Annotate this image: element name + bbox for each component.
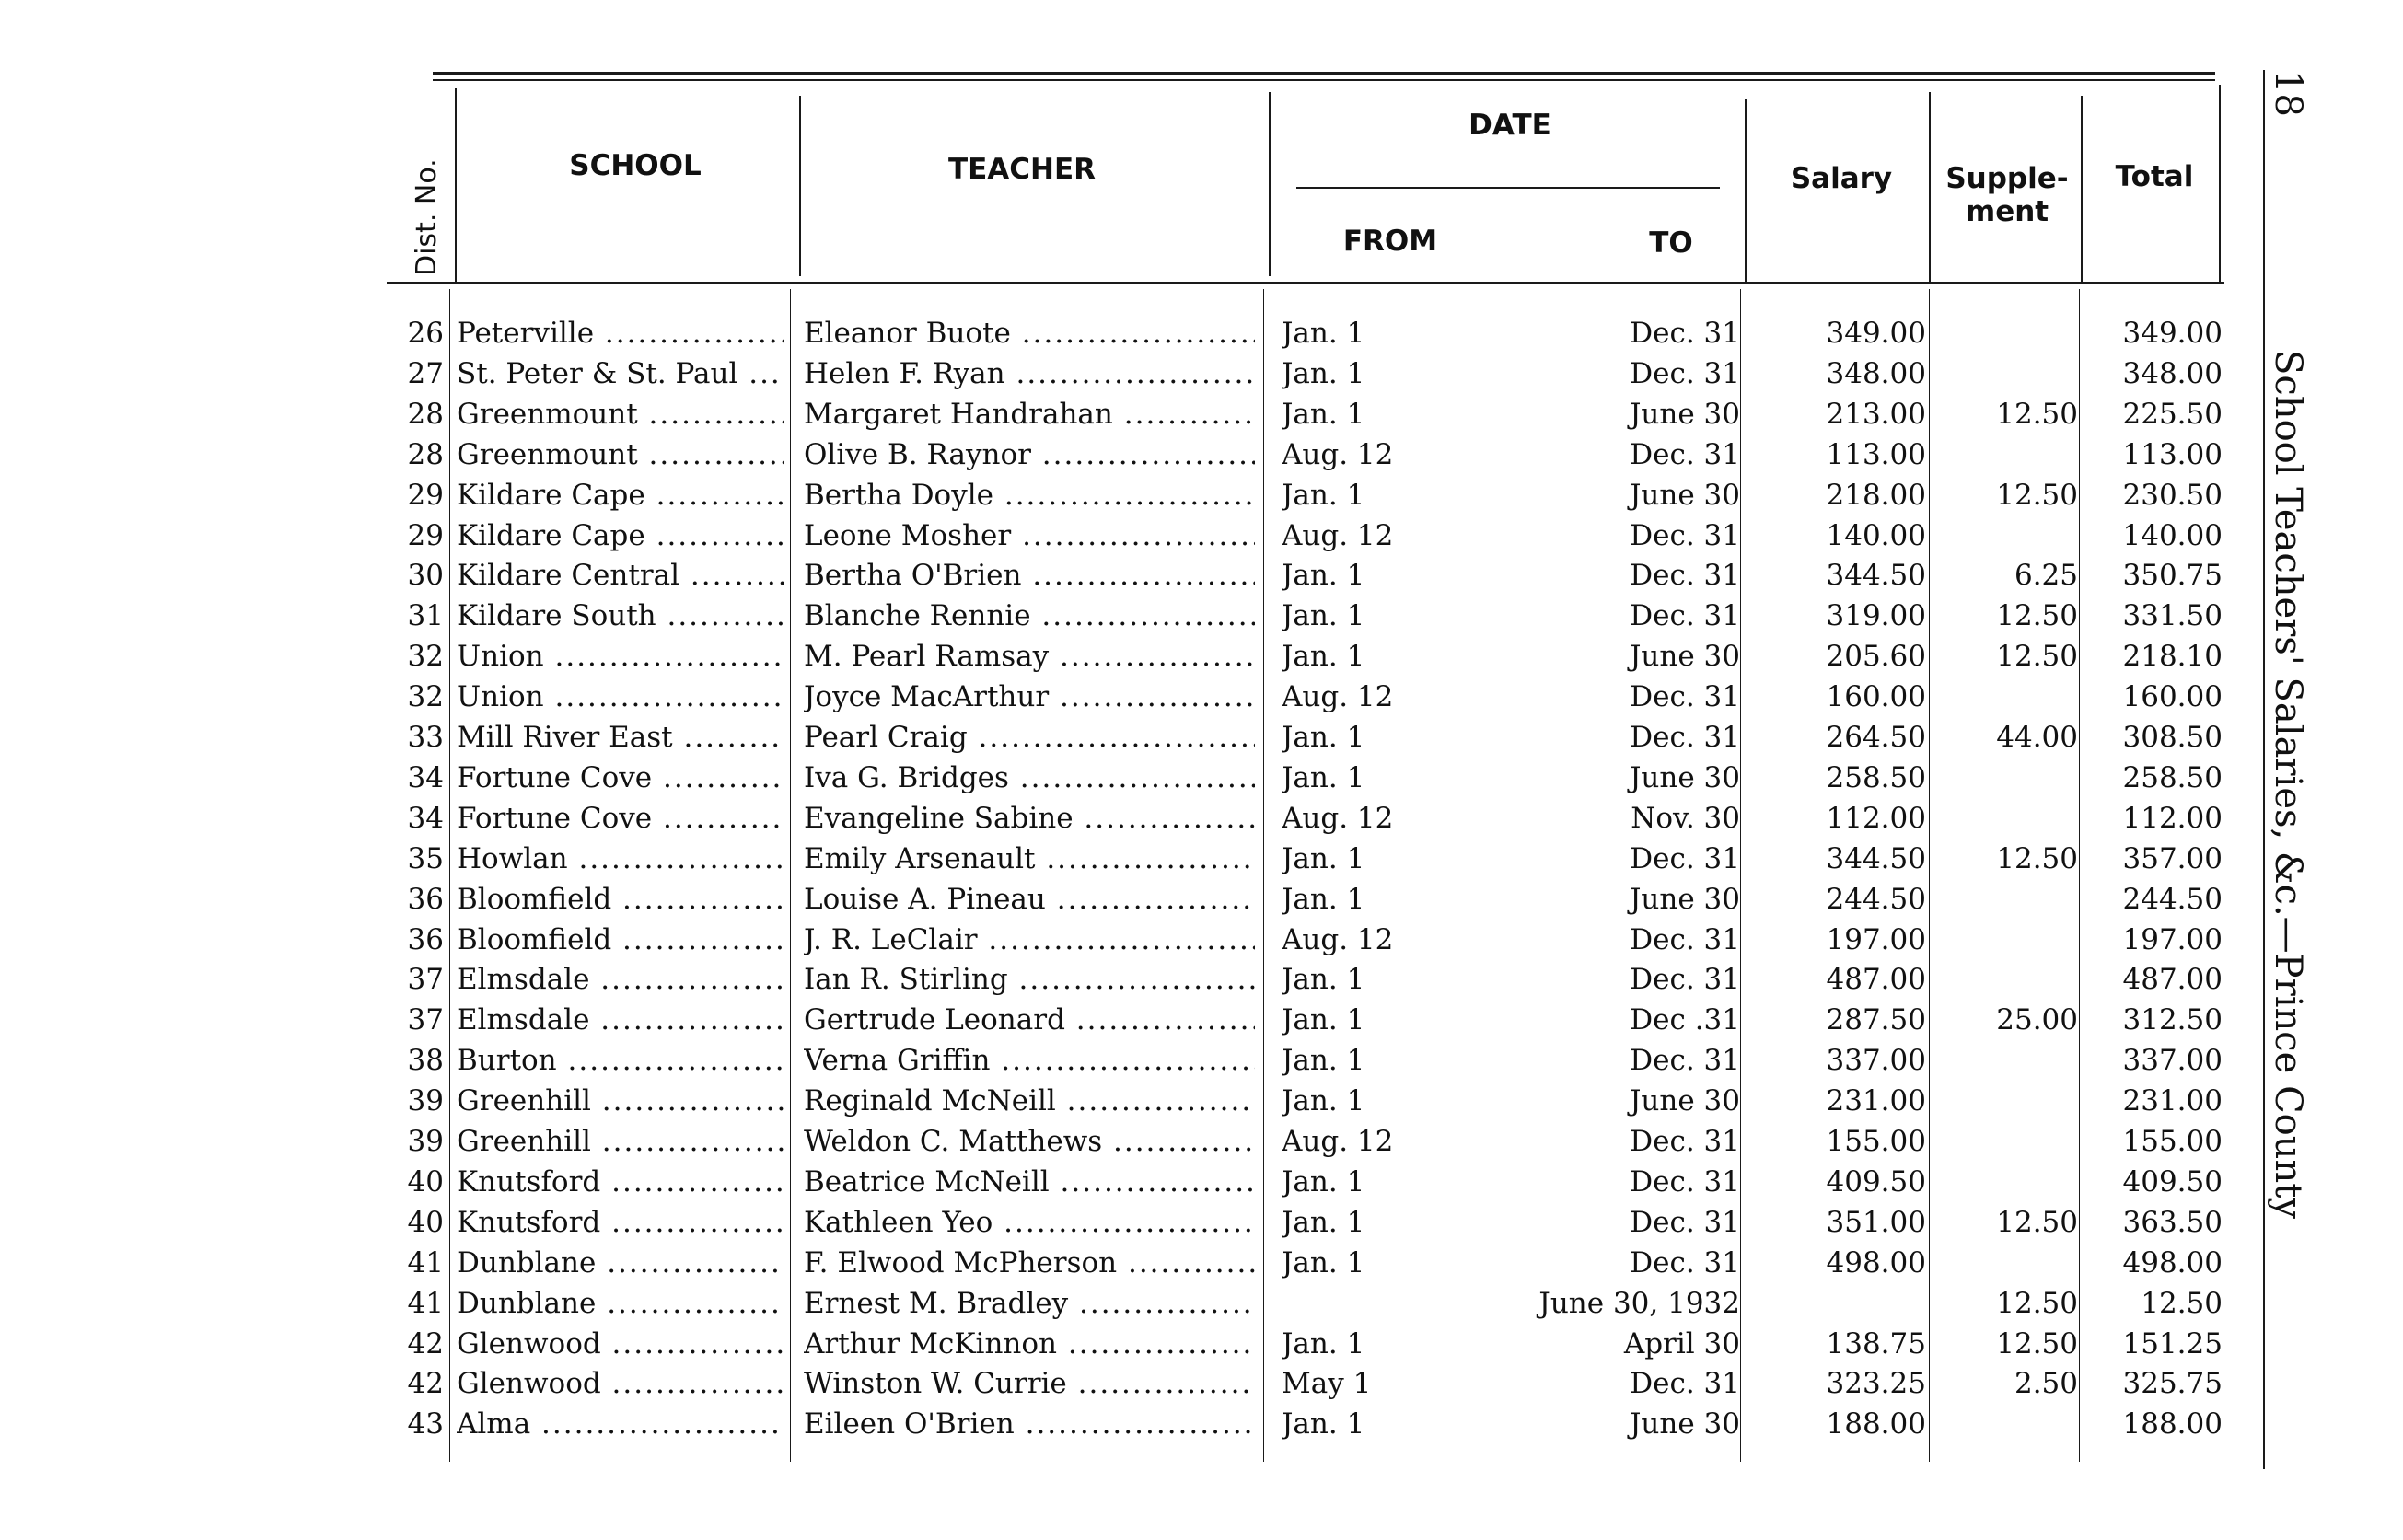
teacher-name: Arthur McKinnon ..... bbox=[804, 1324, 1255, 1364]
salary-amount: 498.00 bbox=[1826, 1245, 1926, 1279]
date-to: Dec. 31 bbox=[1630, 599, 1740, 633]
teacher-name: Weldon C. Matthews ..... bbox=[804, 1121, 1255, 1162]
date-from: Jan. 1 bbox=[1282, 1407, 1365, 1442]
salary-amount: 351.00 bbox=[1826, 1205, 1926, 1239]
school-name: Fortune Cove ..... bbox=[457, 758, 784, 798]
date-to: Dec. 31 bbox=[1630, 518, 1740, 552]
salary-amount: 113.00 bbox=[1826, 437, 1926, 471]
table-row bbox=[0, 717, 2256, 758]
date-from: Jan. 1 bbox=[1282, 1044, 1365, 1078]
dist-number: 38 bbox=[407, 1044, 444, 1078]
date-to: Dec. 31 bbox=[1630, 1164, 1740, 1198]
date-from: Jan. 1 bbox=[1282, 1205, 1365, 1239]
table-row bbox=[0, 1040, 2256, 1081]
dist-number: 29 bbox=[407, 478, 444, 512]
table-row bbox=[0, 1121, 2256, 1162]
table-row bbox=[0, 1283, 2256, 1324]
salary-amount: 140.00 bbox=[1826, 518, 1926, 552]
school-name: Greenhill ..... bbox=[457, 1121, 784, 1162]
table-row bbox=[0, 1404, 2256, 1444]
date-from: Aug. 12 bbox=[1282, 801, 1394, 835]
total-amount: 197.00 bbox=[2122, 922, 2223, 956]
table-row bbox=[0, 1081, 2256, 1121]
dist-number: 32 bbox=[407, 680, 444, 714]
total-amount: 363.50 bbox=[2122, 1205, 2223, 1239]
date-from: Jan. 1 bbox=[1282, 478, 1365, 512]
supplement-amount: 12.50 bbox=[1996, 1205, 2078, 1239]
hdr-vline-2 bbox=[799, 96, 801, 276]
teacher-name: Bertha O'Brien ..... bbox=[804, 555, 1255, 596]
dist-number: 28 bbox=[407, 397, 444, 431]
date-from: Aug. 12 bbox=[1282, 680, 1394, 714]
supplement-amount: 12.50 bbox=[1996, 1286, 2078, 1320]
hdr-vline-7 bbox=[2219, 85, 2221, 282]
total-amount: 350.75 bbox=[2122, 559, 2223, 593]
total-amount: 113.00 bbox=[2122, 437, 2223, 471]
dist-number: 39 bbox=[407, 1125, 444, 1158]
teacher-name: Evangeline Sabine ..... bbox=[804, 798, 1255, 839]
table-row bbox=[0, 353, 2256, 394]
salary-amount: 112.00 bbox=[1826, 801, 1926, 835]
date-to: Dec. 31 bbox=[1630, 1245, 1740, 1279]
date-from: Aug. 12 bbox=[1282, 437, 1394, 471]
date-from: Jan. 1 bbox=[1282, 397, 1365, 431]
date-to: Dec. 31 bbox=[1630, 559, 1740, 593]
date-from: Jan. 1 bbox=[1282, 599, 1365, 633]
dist-number: 32 bbox=[407, 640, 444, 674]
date-to: June 30 bbox=[1629, 760, 1740, 794]
total-amount: 348.00 bbox=[2122, 356, 2223, 390]
table-row bbox=[0, 394, 2256, 434]
dist-number: 36 bbox=[407, 922, 444, 956]
total-amount: 349.00 bbox=[2122, 317, 2223, 350]
table-row bbox=[0, 1000, 2256, 1040]
school-name: St. Peter & St. Paul ..... bbox=[457, 353, 784, 394]
teacher-name: M. Pearl Ramsay ..... bbox=[804, 636, 1255, 677]
date-to: Dec. 31 bbox=[1630, 721, 1740, 754]
table-row bbox=[0, 434, 2256, 475]
school-name: Union ..... bbox=[457, 677, 784, 717]
teacher-name: Pearl Craig ..... bbox=[804, 717, 1255, 758]
date-to: Dec. 31 bbox=[1630, 317, 1740, 350]
date-to: Dec. 31 bbox=[1630, 963, 1740, 997]
supplement-amount: 12.50 bbox=[1996, 841, 2078, 875]
total-amount: 498.00 bbox=[2122, 1245, 2223, 1279]
supplement-header: Supple- ment bbox=[1945, 162, 2069, 228]
total-amount: 112.00 bbox=[2122, 801, 2223, 835]
date-from: Jan. 1 bbox=[1282, 1003, 1365, 1037]
school-name: Knutsford ..... bbox=[457, 1162, 784, 1202]
teacher-name: J. R. LeClair ..... bbox=[804, 920, 1255, 960]
school-name: Dunblane ..... bbox=[457, 1243, 784, 1283]
total-amount: 231.00 bbox=[2122, 1084, 2223, 1118]
date-to: Dec. 31 bbox=[1630, 437, 1740, 471]
table-row bbox=[0, 1363, 2256, 1404]
school-name: Union ..... bbox=[457, 636, 784, 677]
hdr-vline-5 bbox=[1929, 92, 1931, 282]
total-amount: 225.50 bbox=[2122, 397, 2223, 431]
teacher-name: Beatrice McNeill ..... bbox=[804, 1162, 1255, 1202]
table-row bbox=[0, 313, 2256, 353]
teacher-name: Emily Arsenault ..... bbox=[804, 839, 1255, 879]
table-row bbox=[0, 515, 2256, 556]
school-name: Peterville ..... bbox=[457, 313, 784, 353]
dist-number: 31 bbox=[407, 599, 444, 633]
salary-header: Salary bbox=[1790, 162, 1893, 195]
dist-number: 37 bbox=[407, 1003, 444, 1037]
date-from: May 1 bbox=[1282, 1367, 1372, 1401]
total-header: Total bbox=[2115, 160, 2194, 193]
school-header: SCHOOL bbox=[569, 149, 702, 182]
total-amount: 357.00 bbox=[2122, 841, 2223, 875]
dist-number: 41 bbox=[407, 1245, 444, 1279]
to-header: TO bbox=[1649, 226, 1693, 260]
salary-amount: 264.50 bbox=[1826, 721, 1926, 754]
teacher-name: Louise A. Pineau ..... bbox=[804, 879, 1255, 920]
table-row bbox=[0, 636, 2256, 677]
salary-amount: 287.50 bbox=[1826, 1003, 1926, 1037]
school-name: Elmsdale ..... bbox=[457, 1000, 784, 1040]
total-amount: 409.50 bbox=[2122, 1164, 2223, 1198]
school-name: Elmsdale ..... bbox=[457, 959, 784, 1000]
date-from: Jan. 1 bbox=[1282, 640, 1365, 674]
school-name: Kildare Cape ..... bbox=[457, 515, 784, 556]
teacher-header: TEACHER bbox=[947, 153, 1097, 186]
supplement-amount: 6.25 bbox=[2014, 559, 2078, 593]
school-name: Bloomfield ..... bbox=[457, 920, 784, 960]
school-name: Fortune Cove ..... bbox=[457, 798, 784, 839]
salary-amount: 188.00 bbox=[1826, 1407, 1926, 1442]
dist-number: 42 bbox=[407, 1367, 444, 1401]
date-to: Dec. 31 bbox=[1630, 922, 1740, 956]
date-from: Aug. 12 bbox=[1282, 1125, 1394, 1158]
date-from: Jan. 1 bbox=[1282, 317, 1365, 350]
salary-amount: 409.50 bbox=[1826, 1164, 1926, 1198]
school-name: Kildare Cape ..... bbox=[457, 475, 784, 515]
top-rule-1 bbox=[433, 72, 2215, 75]
dist-number: 27 bbox=[407, 356, 444, 390]
header-bottom-rule bbox=[387, 282, 2224, 284]
dist-number: 40 bbox=[407, 1164, 444, 1198]
salary-amount: 244.50 bbox=[1826, 882, 1926, 916]
hdr-vline-4 bbox=[1745, 99, 1747, 282]
dist-no-header-text: Dist. No. bbox=[411, 158, 443, 276]
total-amount: 331.50 bbox=[2122, 599, 2223, 633]
total-amount: 12.50 bbox=[2141, 1286, 2223, 1320]
date-to: Dec .31 bbox=[1630, 1003, 1740, 1037]
salary-amount: 155.00 bbox=[1826, 1125, 1926, 1158]
hdr-vline-3 bbox=[1269, 92, 1271, 276]
salary-amount: 205.60 bbox=[1826, 640, 1926, 674]
school-name: Howlan ..... bbox=[457, 839, 784, 879]
date-to: April 30 bbox=[1623, 1326, 1740, 1361]
date-from: Jan. 1 bbox=[1282, 841, 1365, 875]
teacher-name: Iva G. Bridges ..... bbox=[804, 758, 1255, 798]
date-to: Dec. 31 bbox=[1630, 680, 1740, 714]
dist-number: 37 bbox=[407, 963, 444, 997]
table-row bbox=[0, 1202, 2256, 1243]
supplement-amount: 12.50 bbox=[1996, 397, 2078, 431]
total-amount: 244.50 bbox=[2122, 882, 2223, 916]
teacher-name: Verna Griffin ..... bbox=[804, 1040, 1255, 1081]
school-name: Mill River East ..... bbox=[457, 717, 784, 758]
date-divider-rule bbox=[1296, 187, 1720, 189]
teacher-name: Olive B. Raynor ..... bbox=[804, 434, 1255, 475]
date-from: Aug. 12 bbox=[1282, 518, 1394, 552]
date-to: Dec. 31 bbox=[1630, 1044, 1740, 1078]
date-to: Dec. 31 bbox=[1630, 1125, 1740, 1158]
school-name: Burton ..... bbox=[457, 1040, 784, 1081]
school-name: Dunblane ..... bbox=[457, 1283, 784, 1324]
hdr-vline-6 bbox=[2081, 96, 2083, 282]
salary-amount: 348.00 bbox=[1826, 356, 1926, 390]
date-from: Jan. 1 bbox=[1282, 963, 1365, 997]
table-row bbox=[0, 798, 2256, 839]
dist-number: 30 bbox=[407, 559, 444, 593]
salary-amount: 487.00 bbox=[1826, 963, 1926, 997]
total-amount: 258.50 bbox=[2122, 760, 2223, 794]
date-from: Jan. 1 bbox=[1282, 1084, 1365, 1118]
dist-number: 29 bbox=[407, 518, 444, 552]
right-margin-rule bbox=[2263, 70, 2265, 1469]
salary-amount: 323.25 bbox=[1826, 1367, 1926, 1401]
salary-amount: 258.50 bbox=[1826, 760, 1926, 794]
teacher-name: Margaret Handrahan ..... bbox=[804, 394, 1255, 434]
school-name: Knutsford ..... bbox=[457, 1202, 784, 1243]
dist-number: 34 bbox=[407, 801, 444, 835]
teacher-name: Winston W. Currie ..... bbox=[804, 1363, 1255, 1404]
date-from: Jan. 1 bbox=[1282, 356, 1365, 390]
date-to: Dec. 31 bbox=[1630, 1367, 1740, 1401]
table-row bbox=[0, 959, 2256, 1000]
total-amount: 218.10 bbox=[2122, 640, 2223, 674]
table-row bbox=[0, 1324, 2256, 1364]
date-from: Jan. 1 bbox=[1282, 882, 1365, 916]
total-amount: 188.00 bbox=[2122, 1407, 2223, 1442]
dist-no-header bbox=[381, 101, 455, 285]
dist-number: 35 bbox=[407, 841, 444, 875]
date-to: Dec. 31 bbox=[1630, 1205, 1740, 1239]
salary-amount: 344.50 bbox=[1826, 841, 1926, 875]
table-row bbox=[0, 677, 2256, 717]
salary-amount: 160.00 bbox=[1826, 680, 1926, 714]
page-number: 18 bbox=[2267, 70, 2309, 117]
salary-amount: 213.00 bbox=[1826, 397, 1926, 431]
dist-number: 39 bbox=[407, 1084, 444, 1118]
school-name: Bloomfield ..... bbox=[457, 879, 784, 920]
date-from: Jan. 1 bbox=[1282, 1164, 1365, 1198]
salary-amount: 337.00 bbox=[1826, 1044, 1926, 1078]
salary-amount: 319.00 bbox=[1826, 599, 1926, 633]
date-from: Jan. 1 bbox=[1282, 1326, 1365, 1361]
date-from: Jan. 1 bbox=[1282, 559, 1365, 593]
dist-number: 34 bbox=[407, 760, 444, 794]
teacher-name: Helen F. Ryan ..... bbox=[804, 353, 1255, 394]
table-row bbox=[0, 1162, 2256, 1202]
date-from: Jan. 1 bbox=[1282, 760, 1365, 794]
total-amount: 140.00 bbox=[2122, 518, 2223, 552]
dist-number: 43 bbox=[407, 1407, 444, 1442]
running-title: School Teachers' Salaries, &c.—Prince County bbox=[2267, 350, 2309, 1219]
salary-amount: 218.00 bbox=[1826, 478, 1926, 512]
date-to: Dec. 31 bbox=[1630, 356, 1740, 390]
total-amount: 325.75 bbox=[2122, 1367, 2223, 1401]
total-amount: 230.50 bbox=[2122, 478, 2223, 512]
school-name: Kildare South ..... bbox=[457, 596, 784, 636]
date-from: Aug. 12 bbox=[1282, 922, 1394, 956]
salary-amount: 344.50 bbox=[1826, 559, 1926, 593]
salary-amount: 197.00 bbox=[1826, 922, 1926, 956]
hdr-vline-1 bbox=[455, 88, 457, 282]
date-from: Jan. 1 bbox=[1282, 1245, 1365, 1279]
school-name: Alma ..... bbox=[457, 1404, 784, 1444]
dist-number: 26 bbox=[407, 317, 444, 350]
supplement-amount: 44.00 bbox=[1996, 721, 2078, 754]
date-from: Jan. 1 bbox=[1282, 721, 1365, 754]
dist-number: 28 bbox=[407, 437, 444, 471]
table-row bbox=[0, 555, 2256, 596]
date-to: Dec. 31 bbox=[1630, 841, 1740, 875]
date-to: June 30 bbox=[1629, 397, 1740, 431]
dist-number: 41 bbox=[407, 1286, 444, 1320]
dist-number: 33 bbox=[407, 721, 444, 754]
teacher-name: Eileen O'Brien ..... bbox=[804, 1404, 1255, 1444]
date-to: June 30 bbox=[1629, 1084, 1740, 1118]
table-row bbox=[0, 839, 2256, 879]
date-to: June 30, 1932 bbox=[1538, 1286, 1740, 1320]
total-amount: 160.00 bbox=[2122, 680, 2223, 714]
school-name: Kildare Central ..... bbox=[457, 555, 784, 596]
total-amount: 487.00 bbox=[2122, 963, 2223, 997]
table-row bbox=[0, 596, 2256, 636]
total-amount: 151.25 bbox=[2122, 1326, 2223, 1361]
school-name: Glenwood ..... bbox=[457, 1324, 784, 1364]
supplement-amount: 25.00 bbox=[1996, 1003, 2078, 1037]
teacher-name: Leone Mosher ..... bbox=[804, 515, 1255, 556]
date-header: DATE bbox=[1468, 109, 1551, 142]
teacher-name: Reginald McNeill ..... bbox=[804, 1081, 1255, 1121]
total-amount: 308.50 bbox=[2122, 721, 2223, 754]
total-amount: 312.50 bbox=[2122, 1003, 2223, 1037]
teacher-name: Joyce MacArthur ..... bbox=[804, 677, 1255, 717]
top-rule-2 bbox=[433, 79, 2215, 81]
table-row bbox=[0, 475, 2256, 515]
supplement-amount: 12.50 bbox=[1996, 1326, 2078, 1361]
date-to: June 30 bbox=[1629, 1407, 1740, 1442]
date-to: Nov. 30 bbox=[1631, 801, 1740, 835]
teacher-name: Blanche Rennie ..... bbox=[804, 596, 1255, 636]
teacher-name: F. Elwood McPherson ..... bbox=[804, 1243, 1255, 1283]
school-name: Glenwood ..... bbox=[457, 1363, 784, 1404]
table-row bbox=[0, 758, 2256, 798]
salary-amount: 138.75 bbox=[1826, 1326, 1926, 1361]
date-to: June 30 bbox=[1629, 882, 1740, 916]
supplement-amount: 12.50 bbox=[1996, 478, 2078, 512]
total-amount: 337.00 bbox=[2122, 1044, 2223, 1078]
total-amount: 155.00 bbox=[2122, 1125, 2223, 1158]
date-to: June 30 bbox=[1629, 640, 1740, 674]
salary-amount: 349.00 bbox=[1826, 317, 1926, 350]
date-to: June 30 bbox=[1629, 478, 1740, 512]
dist-number: 42 bbox=[407, 1326, 444, 1361]
table-row bbox=[0, 879, 2256, 920]
teacher-name: Ernest M. Bradley ..... bbox=[804, 1283, 1255, 1324]
supplement-amount: 12.50 bbox=[1996, 599, 2078, 633]
salary-amount: 231.00 bbox=[1826, 1084, 1926, 1118]
supplement-amount: 12.50 bbox=[1996, 640, 2078, 674]
table-row bbox=[0, 1243, 2256, 1283]
supplement-amount: 2.50 bbox=[2014, 1367, 2078, 1401]
teacher-name: Kathleen Yeo ..... bbox=[804, 1202, 1255, 1243]
dist-number: 36 bbox=[407, 882, 444, 916]
teacher-name: Ian R. Stirling ..... bbox=[804, 959, 1255, 1000]
table-row bbox=[0, 920, 2256, 960]
teacher-name: Bertha Doyle ..... bbox=[804, 475, 1255, 515]
dist-number: 40 bbox=[407, 1205, 444, 1239]
school-name: Greenhill ..... bbox=[457, 1081, 784, 1121]
school-name: Greenmount ..... bbox=[457, 394, 784, 434]
teacher-name: Eleanor Buote ..... bbox=[804, 313, 1255, 353]
from-header: FROM bbox=[1342, 225, 1438, 258]
teacher-name: Gertrude Leonard ..... bbox=[804, 1000, 1255, 1040]
school-name: Greenmount ..... bbox=[457, 434, 784, 475]
